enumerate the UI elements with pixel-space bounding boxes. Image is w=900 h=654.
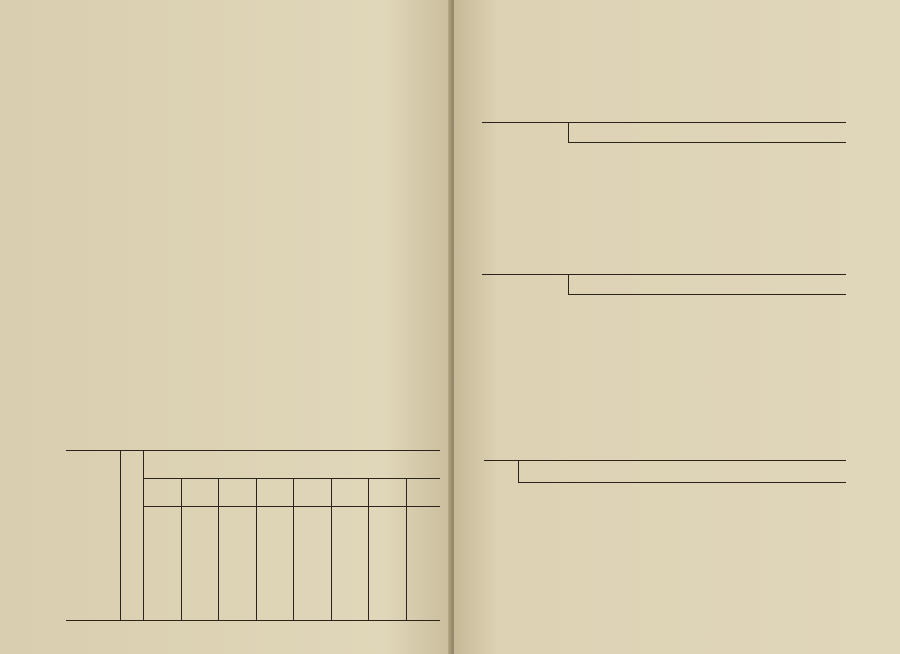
left-paragraph-1 xyxy=(66,18,432,33)
table-4-3 xyxy=(484,460,846,505)
t41-col-temperature xyxy=(121,451,144,507)
t41-value-cell xyxy=(406,507,440,563)
t41-day-header xyxy=(144,479,182,507)
t41-substrate-label xyxy=(66,507,121,563)
t41-value-cell xyxy=(369,507,407,563)
t41-day-header xyxy=(256,479,294,507)
t42b-col-characteristic xyxy=(482,275,569,317)
t41-col-substrate xyxy=(66,451,121,507)
t41-substrate-label xyxy=(66,563,121,621)
t41-temps-cell xyxy=(121,563,144,621)
t41-day-header xyxy=(369,479,407,507)
table-4-2-block-2 xyxy=(482,274,846,317)
right-paragraph-2 xyxy=(484,576,864,591)
t41-value-cell xyxy=(294,563,332,621)
t41-day-header xyxy=(219,479,257,507)
t41-col-days xyxy=(144,451,441,479)
t42-col-days xyxy=(569,123,847,143)
table-4-1 xyxy=(66,450,440,621)
t41-value-cell xyxy=(406,563,440,621)
t41-value-cell xyxy=(331,563,369,621)
t42-col-characteristic xyxy=(482,123,569,167)
t43-col-days xyxy=(519,461,847,483)
t41-value-cell xyxy=(144,563,182,621)
t41-value-cell xyxy=(256,563,294,621)
t41-value-cell xyxy=(181,563,219,621)
t41-value-cell xyxy=(331,507,369,563)
t41-value-cell xyxy=(256,507,294,563)
t41-group-row xyxy=(66,563,440,621)
t41-group-row xyxy=(66,507,440,563)
t41-value-cell xyxy=(294,507,332,563)
table-4-2-block-1 xyxy=(482,122,846,167)
t42b-col-days xyxy=(569,275,847,295)
right-page xyxy=(454,0,900,654)
t41-value-cell xyxy=(144,507,182,563)
t43-col-temperature xyxy=(484,461,519,505)
t41-value-cell xyxy=(219,507,257,563)
t41-value-cell xyxy=(369,563,407,621)
figure-4-6-chart xyxy=(110,128,400,333)
t41-temps-cell xyxy=(121,507,144,563)
t41-day-header xyxy=(181,479,219,507)
t41-day-header xyxy=(294,479,332,507)
t41-value-cell xyxy=(219,563,257,621)
t41-day-header xyxy=(331,479,369,507)
t41-value-cell xyxy=(181,507,219,563)
t41-day-header xyxy=(406,479,440,507)
right-paragraph-1 xyxy=(484,9,864,40)
